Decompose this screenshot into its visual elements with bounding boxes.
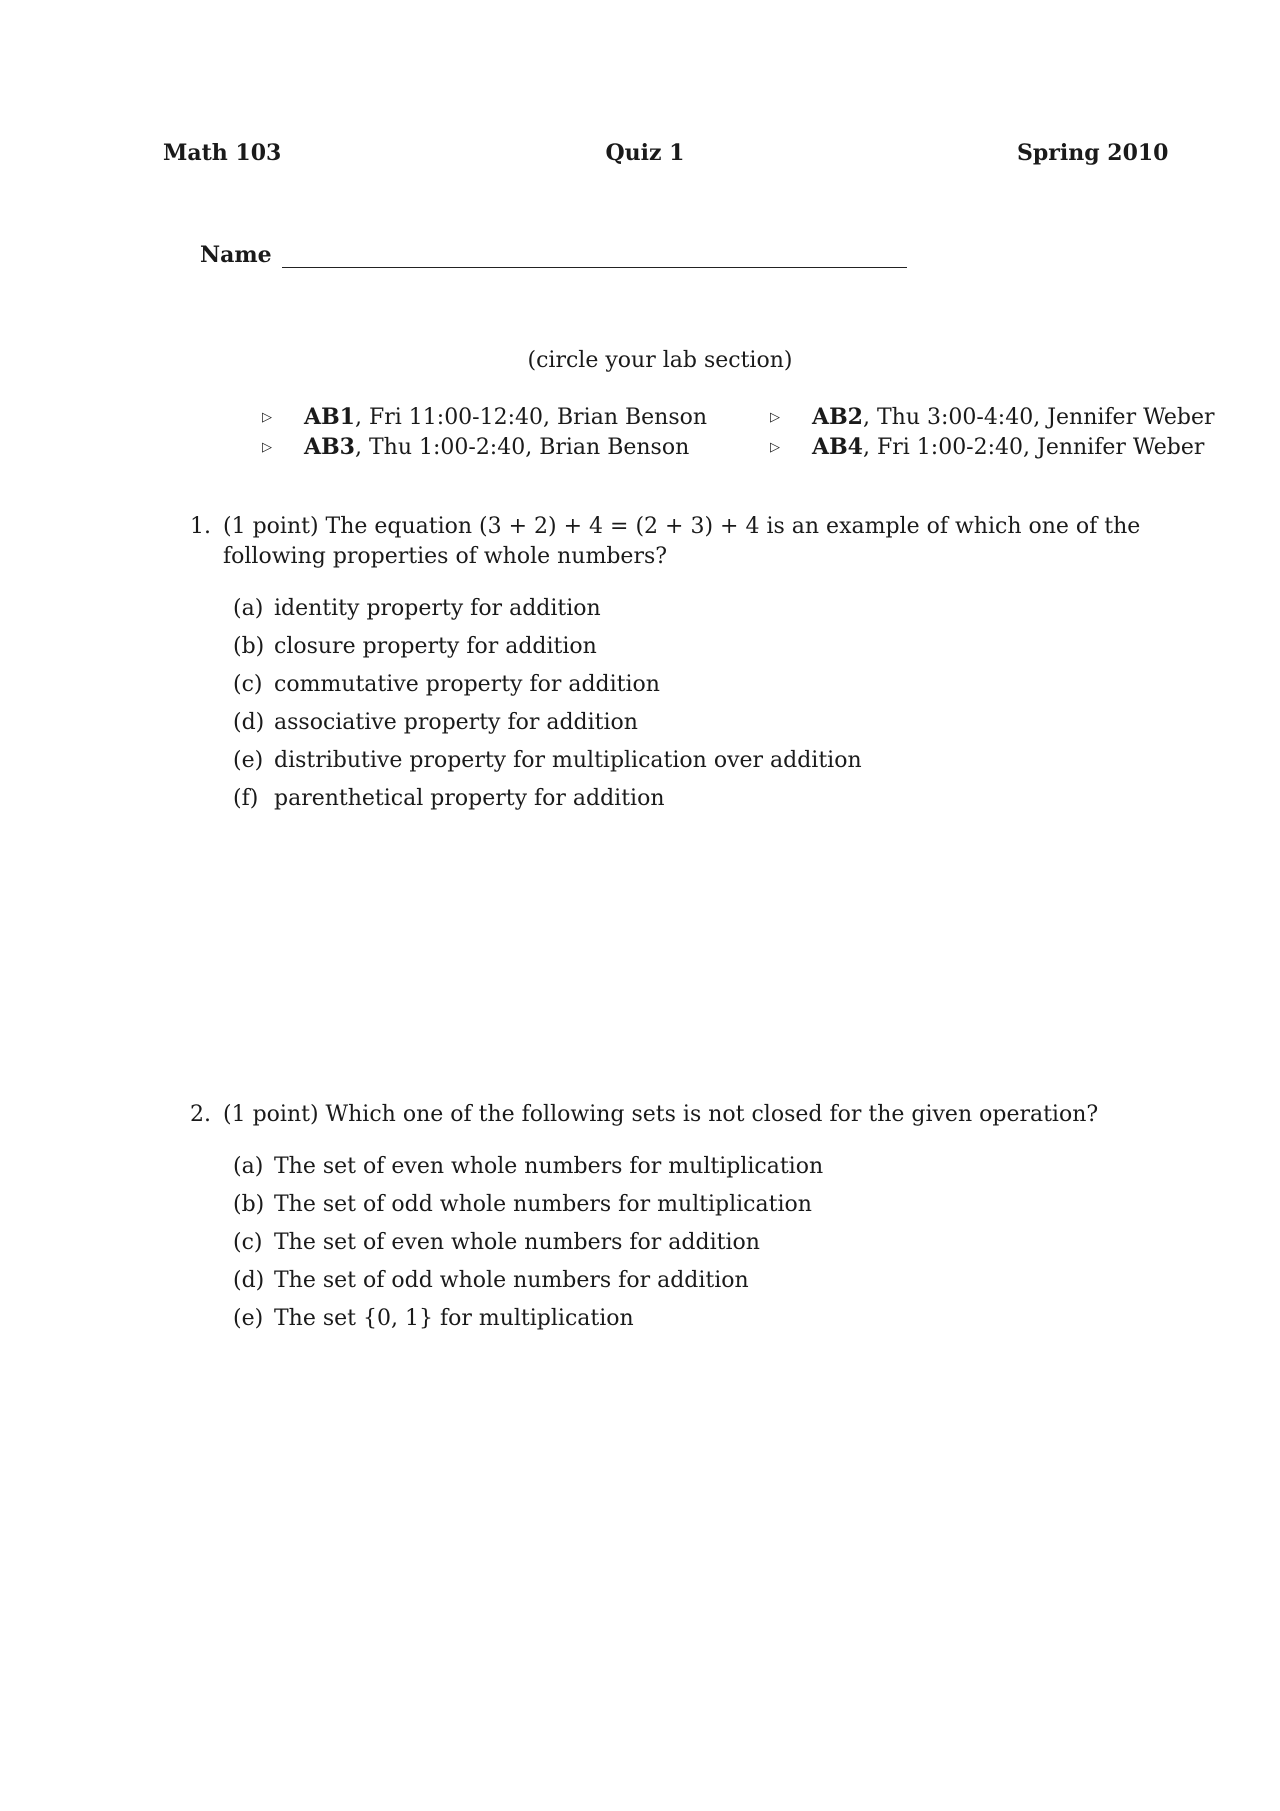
option-text: The set of odd whole numbers for multiplication [274, 1192, 812, 1217]
option-text: identity property for addition [274, 596, 601, 621]
lab-section-details: , Fri 11:00-12:40, Brian Benson [354, 405, 708, 430]
lab-section-details: , Fri 1:00-2:40, Jennifer Weber [862, 435, 1205, 460]
triangle-bullet-icon: ▷ [262, 410, 272, 425]
option-letter: (c) [233, 672, 263, 697]
answer-options [233, 590, 1183, 818]
answer-option[interactable] [233, 1224, 1183, 1262]
option-letter: (f) [233, 786, 259, 811]
answer-option[interactable] [233, 1186, 1183, 1224]
option-text: commutative property for addition [274, 672, 660, 697]
answer-options [233, 1148, 1183, 1338]
option-letter: (a) [233, 1154, 264, 1179]
term-label: Spring 2010 [1017, 140, 1169, 166]
course-label: Math 103 [163, 140, 282, 166]
lab-section-code: AB3 [304, 434, 355, 460]
lab-section-item[interactable] [770, 434, 1204, 460]
option-letter: (d) [233, 710, 265, 735]
triangle-bullet-icon: ▷ [770, 440, 780, 455]
answer-option[interactable] [233, 1148, 1183, 1186]
question-number: 1. [190, 514, 211, 539]
answer-option[interactable] [233, 666, 1183, 704]
option-text: distributive property for multiplication over addition [274, 748, 862, 773]
option-letter: (a) [233, 596, 264, 621]
option-letter: (e) [233, 748, 264, 773]
question-number: 2. [190, 1102, 211, 1127]
option-letter: (c) [233, 1230, 263, 1255]
option-text: The set of odd whole numbers for addition [274, 1268, 749, 1293]
option-text: parenthetical property for addition [274, 786, 665, 811]
name-field-row [200, 242, 907, 268]
answer-option[interactable] [233, 1300, 1183, 1338]
name-blank-line[interactable] [282, 245, 907, 268]
triangle-bullet-icon: ▷ [770, 410, 780, 425]
option-text: The set {0, 1} for multiplication [274, 1306, 634, 1331]
answer-option[interactable] [233, 742, 1183, 780]
option-text: The set of even whole numbers for multiplication [274, 1154, 824, 1179]
option-text: associative property for addition [274, 710, 638, 735]
option-letter: (b) [233, 634, 265, 659]
option-letter: (e) [233, 1306, 264, 1331]
name-label: Name [200, 242, 272, 268]
option-letter: (d) [233, 1268, 265, 1293]
lab-section-item[interactable] [262, 404, 707, 430]
answer-option[interactable] [233, 590, 1183, 628]
option-text: closure property for addition [274, 634, 597, 659]
answer-option[interactable] [233, 628, 1183, 666]
option-text: The set of even whole numbers for addition [274, 1230, 760, 1255]
lab-section-code: AB2 [812, 404, 863, 430]
answer-option[interactable] [233, 780, 1183, 818]
lab-section-details: , Thu 1:00-2:40, Brian Benson [354, 435, 690, 460]
question-text: (1 point) The equation (3 + 2) + 4 = (2 + 3) + 4 is an example of which one of the following properties of whole numbers? [223, 514, 1141, 569]
lab-section-code: AB1 [304, 404, 355, 430]
question-text: (1 point) Which one of the following sets is not closed for the given operation? [223, 1102, 1099, 1127]
lab-section-code: AB4 [812, 434, 863, 460]
lab-section-item[interactable] [262, 434, 689, 460]
question-2 [190, 1100, 1183, 1338]
quiz-title: Quiz 1 [605, 140, 685, 166]
lab-section-instruction: (circle your lab section) [527, 348, 793, 373]
triangle-bullet-icon: ▷ [262, 440, 272, 455]
option-letter: (b) [233, 1192, 265, 1217]
answer-option[interactable] [233, 704, 1183, 742]
answer-option[interactable] [233, 1262, 1183, 1300]
lab-section-details: , Thu 3:00-4:40, Jennifer Weber [862, 405, 1215, 430]
lab-section-item[interactable] [770, 404, 1215, 430]
question-1 [190, 512, 1183, 818]
